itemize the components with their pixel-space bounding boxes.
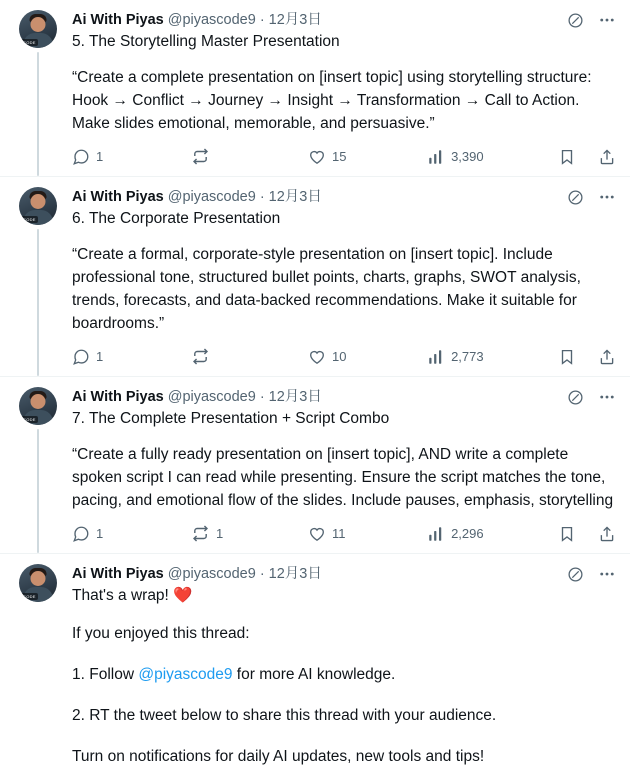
avatar-column [14, 564, 62, 770]
tweet-header-actions [567, 565, 616, 583]
tweet-actions-right [558, 525, 616, 543]
avatar[interactable] [19, 187, 57, 225]
views-count: 2,296 [451, 526, 484, 541]
thread-connector-line [37, 52, 39, 176]
avatar-face [31, 394, 46, 409]
tweet-header-actions [567, 188, 616, 206]
thread-connector-line [37, 229, 39, 376]
tweet-body [72, 622, 616, 768]
tweet-quote-text: “Create a formal, corporate-style presentation on [insert topic]. Include professional tone, structured bullet points, charts, graphs, SWOT analysis, trends, forecasts, and data-backed recommendations. Make it suitable for boardrooms.” [72, 246, 581, 332]
avatar-face [31, 194, 46, 209]
share-icon[interactable] [598, 525, 616, 543]
tweet-quote-text: “Create a fully ready presentation on [insert topic], AND write a complete spoken script I can read while presenting. Ensure the script matches the tone, pacing, and emotional flow of the slides. Include pauses, emphasis, storytelling [72, 446, 614, 509]
avatar[interactable] [19, 564, 57, 602]
author-name[interactable]: Ai With Piyas [72, 566, 164, 582]
avatar[interactable] [19, 387, 57, 425]
bookmark-icon[interactable] [558, 348, 576, 366]
avatar-badge: CODE [23, 417, 36, 422]
views-button[interactable] [427, 148, 558, 166]
tweet-content [62, 187, 616, 376]
tweet-actions [72, 524, 616, 551]
retweet-count: 1 [216, 526, 224, 541]
like-count: 10 [332, 349, 347, 364]
tweet-title: 6. The Corporate Presentation [72, 210, 281, 227]
separator-dot: · [259, 12, 265, 28]
tweet-item[interactable] [0, 376, 630, 553]
body-line-1: If you enjoyed this thread: [72, 625, 250, 642]
more-options-icon[interactable] [598, 388, 616, 406]
like-button[interactable] [308, 148, 427, 166]
reply-count: 1 [96, 349, 104, 364]
retweet-button[interactable] [191, 524, 308, 543]
tweet-header [72, 187, 616, 207]
tweet-date[interactable]: 12月3日 [268, 12, 322, 28]
tweet-content [62, 387, 616, 553]
tweet-header-actions [567, 11, 616, 29]
reply-count: 1 [96, 149, 104, 164]
author-name[interactable]: Ai With Piyas [72, 189, 164, 205]
tweet-date[interactable]: 12月3日 [268, 566, 322, 582]
views-button[interactable] [427, 525, 558, 543]
reply-count: 1 [96, 526, 104, 541]
reply-button[interactable] [72, 348, 191, 366]
author-name[interactable]: Ai With Piyas [72, 389, 164, 405]
avatar-face [31, 17, 46, 32]
author-handle[interactable]: @piyascode9 [167, 389, 256, 405]
tweet-item-final[interactable] [0, 553, 630, 770]
avatar-column [14, 187, 62, 376]
tweet-date[interactable]: 12月3日 [268, 389, 322, 405]
like-count: 15 [332, 149, 347, 164]
tweet-header [72, 387, 616, 407]
body-line-4: Turn on notifications for daily AI updates, new tools and tips! [72, 748, 485, 765]
tweet-item[interactable] [0, 176, 630, 376]
thread-connector-line [37, 429, 39, 553]
avatar-column [14, 10, 62, 176]
grok-icon[interactable] [567, 389, 584, 406]
more-options-icon[interactable] [598, 565, 616, 583]
retweet-button[interactable] [191, 147, 308, 166]
avatar-column [14, 387, 62, 553]
tweet-header-actions [567, 388, 616, 406]
tweet-item[interactable] [0, 0, 630, 176]
tweet-actions [72, 347, 616, 374]
more-options-icon[interactable] [598, 188, 616, 206]
follow-prefix: 1. Follow [72, 666, 139, 683]
tweet-title: That's a wrap! ❤️ [72, 587, 193, 604]
tweet-content [62, 10, 616, 176]
like-button[interactable] [308, 348, 427, 366]
author-handle[interactable]: @piyascode9 [167, 189, 256, 205]
retweet-button[interactable] [191, 347, 308, 366]
grok-icon[interactable] [567, 12, 584, 29]
bookmark-icon[interactable] [558, 148, 576, 166]
author-name[interactable]: Ai With Piyas [72, 12, 164, 28]
share-icon[interactable] [598, 148, 616, 166]
tweet-header [72, 10, 616, 30]
reply-button[interactable] [72, 525, 191, 543]
body-line-2 [72, 663, 616, 686]
avatar-badge: CODE [23, 217, 36, 222]
like-count: 11 [332, 526, 346, 541]
body-line-3: 2. RT the tweet below to share this thread with your audience. [72, 707, 497, 724]
avatar-badge: CODE [23, 40, 36, 45]
avatar-badge: CODE [23, 594, 36, 599]
mention-link[interactable]: @piyascode9 [138, 666, 233, 683]
views-count: 2,773 [451, 349, 484, 364]
author-handle[interactable]: @piyascode9 [167, 566, 256, 582]
grok-icon[interactable] [567, 189, 584, 206]
tweet-actions-right [558, 348, 616, 366]
views-count: 3,390 [451, 149, 484, 164]
separator-dot: · [259, 189, 265, 205]
like-button[interactable] [308, 525, 427, 543]
avatar-face [31, 571, 46, 586]
tweet-header [72, 564, 616, 584]
separator-dot: · [259, 389, 265, 405]
reply-button[interactable] [72, 148, 191, 166]
tweet-date[interactable]: 12月3日 [268, 189, 322, 205]
bookmark-icon[interactable] [558, 525, 576, 543]
follow-suffix: for more AI knowledge. [232, 666, 396, 683]
avatar[interactable] [19, 10, 57, 48]
tweet-content [62, 564, 616, 770]
tweet-actions [72, 147, 616, 174]
views-button[interactable] [427, 348, 558, 366]
tweet-title: 7. The Complete Presentation + Script Combo [72, 410, 390, 427]
grok-icon[interactable] [567, 566, 584, 583]
separator-dot: · [259, 566, 265, 582]
tweet-quote-text: “Create a complete presentation on [insert topic] using storytelling structure: Hook → Conflict → Journey → Insight → Transformation → Call to Action. Make slides emotional, memorable, and persuasive.” [72, 69, 592, 132]
tweet-actions-right [558, 148, 616, 166]
more-options-icon[interactable] [598, 11, 616, 29]
tweet-title: 5. The Storytelling Master Presentation [72, 33, 340, 50]
author-handle[interactable]: @piyascode9 [167, 12, 256, 28]
share-icon[interactable] [598, 348, 616, 366]
